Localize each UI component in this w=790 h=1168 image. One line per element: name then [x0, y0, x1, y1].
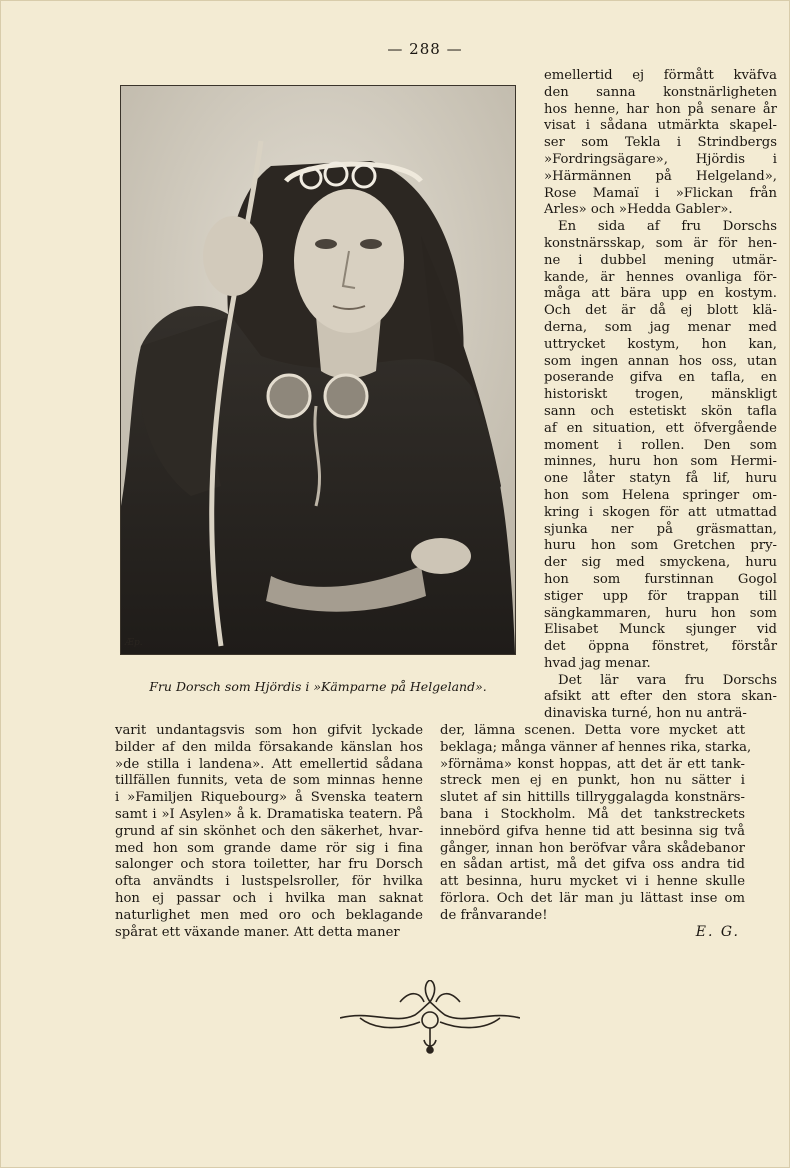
text-line: dinaviska turné, hon nu anträ- [544, 706, 747, 722]
text-line: derna, som jag menar med [544, 319, 777, 335]
text-line: kring i skogen för att utmattad [544, 504, 777, 520]
text-line: grund af sin skönhet och den säkerhet, hvar- [115, 823, 423, 839]
text-line: der sig med smyckena, huru [544, 555, 777, 571]
text-line: naturlighet men med oro och beklagande [115, 907, 423, 923]
text-line: gånger, innan hon beröfvar våra skådebanor [440, 840, 745, 856]
text-line: Elisabet Munck sjunger vid [544, 622, 777, 638]
text-line: af en situation, ett öfvergående [544, 420, 777, 436]
text-line: visat i sådana utmärkta skapel- [544, 118, 777, 134]
text-line: Rose Mamaï i »Flickan från [544, 185, 777, 201]
text-line: Det lär vara fru Dorschs [558, 672, 777, 688]
text-line: bilder af den milda försakande känslan hos [115, 739, 423, 755]
text-line: som ingen annan hos oss, utan [544, 353, 777, 369]
right-column-text [544, 68, 777, 723]
page-number: — 288 — [387, 40, 463, 58]
text-line: afsikt att efter den stora skan- [544, 689, 777, 705]
portrait-illustration [121, 86, 515, 654]
text-line: att besinna, huru mycket vi i henne skulle [440, 874, 745, 890]
text-line: sängkammaren, huru hon som [544, 605, 777, 621]
text-line: hon som Helena springer om- [544, 487, 777, 503]
text-line: samt i »I Asylen» å k. Dramatiska teatern. På [115, 806, 423, 822]
text-line: ne i dubbel mening utmär- [544, 252, 777, 268]
text-line: spårat ett växande maner. Att detta maner [115, 924, 400, 940]
text-line: den sanna konstnärligheten [544, 84, 777, 100]
text-line: bana i Stockholm. Må det tankstreckets [440, 806, 745, 822]
artist-mark: Æp. [125, 638, 143, 648]
text-line: kande, är hennes ovanliga för- [544, 269, 777, 285]
text-line: uttrycket kostym, hon kan, [544, 336, 777, 352]
text-line: tillfällen funnits, veta de som minnas henne [115, 773, 423, 789]
text-line: varit undantagsvis som hon gifvit lyckade [115, 723, 423, 738]
text-line: förlora. Och det lär man ju lättast inse om [440, 890, 745, 906]
text-line: »de stilla i landena». Att emellertid sådana [115, 756, 423, 772]
text-line: sjunka ner på gräsmattan, [544, 521, 777, 537]
text-line: beklaga; många vänner af hennes rika, starka, [440, 739, 752, 755]
text-line: ser som Tekla i Strindbergs [544, 135, 777, 151]
text-line: hon ej passar och i hvilka man saknat [115, 890, 423, 906]
text-line: salonger och stora toiletter, har fru Dorsch [115, 857, 423, 873]
text-line: i »Familjen Riquebourg» å Svenska teatern [115, 790, 423, 806]
text-line: En sida af fru Dorschs [558, 219, 777, 235]
text-line: med hon som grande dame rör sig i fina [115, 840, 423, 856]
text-line: huru hon som Gretchen pry- [544, 538, 777, 554]
text-line: slutet af sin hittills tillryggalagda konstnärs- [440, 790, 745, 806]
text-line: konstnärsskap, som är för hen- [544, 235, 777, 251]
figure-caption: Fru Dorsch som Hjördis i »Kämparne på Helgeland». [149, 679, 487, 694]
text-line: emellertid ej förmått kväfva [544, 68, 777, 83]
text-line: »förnäma» konst hoppas, att det är ett tank- [440, 756, 745, 772]
text-line: en sådan artist, må det gifva oss andra tid [440, 857, 745, 873]
author-signature: E. G. [695, 924, 740, 940]
text-line: sann och estetiskt skön tafla [544, 403, 777, 419]
portrait-photograph [120, 85, 516, 655]
text-line: de frånvarande! [440, 907, 548, 923]
text-line: hon som furstinnan Gogol [544, 571, 777, 587]
text-line: one låter statyn få lif, huru [544, 471, 777, 487]
text-line: hvad jag menar. [544, 655, 651, 671]
text-line: streck men ej en punkt, hon nu sätter i [440, 773, 745, 789]
text-line: måga att bära upp en kostym. [544, 286, 777, 302]
text-line: »Fordringsägare», Hjördis i [544, 151, 777, 167]
text-line: Och det är då ej blott klä- [544, 303, 777, 319]
text-line: moment i rollen. Den som [544, 437, 777, 453]
bottom-left-column-text [115, 723, 423, 941]
text-line: poserande gifva en tafla, en [544, 370, 777, 386]
text-line: der, lämna scenen. Detta vore mycket att [440, 723, 745, 738]
text-line: det öppna fönstret, förstår [544, 639, 777, 655]
text-line: innebörd gifva henne tid att besinna sig två [440, 823, 745, 839]
text-line: ofta användts i lustspelsroller, för hvilka [115, 874, 423, 890]
text-line: stiger upp för trappan till [544, 588, 777, 604]
decorative-ornament-icon [340, 980, 520, 1055]
text-line: hos henne, har hon på senare år [544, 101, 777, 117]
text-line: Arles» och »Hedda Gabler». [544, 202, 733, 218]
text-line: minnes, huru hon som Hermi- [544, 454, 777, 470]
text-line: historiskt trogen, mänskligt [544, 387, 777, 403]
text-line: »Härmännen på Helgeland», [544, 168, 777, 184]
bottom-right-column-text [440, 723, 752, 925]
